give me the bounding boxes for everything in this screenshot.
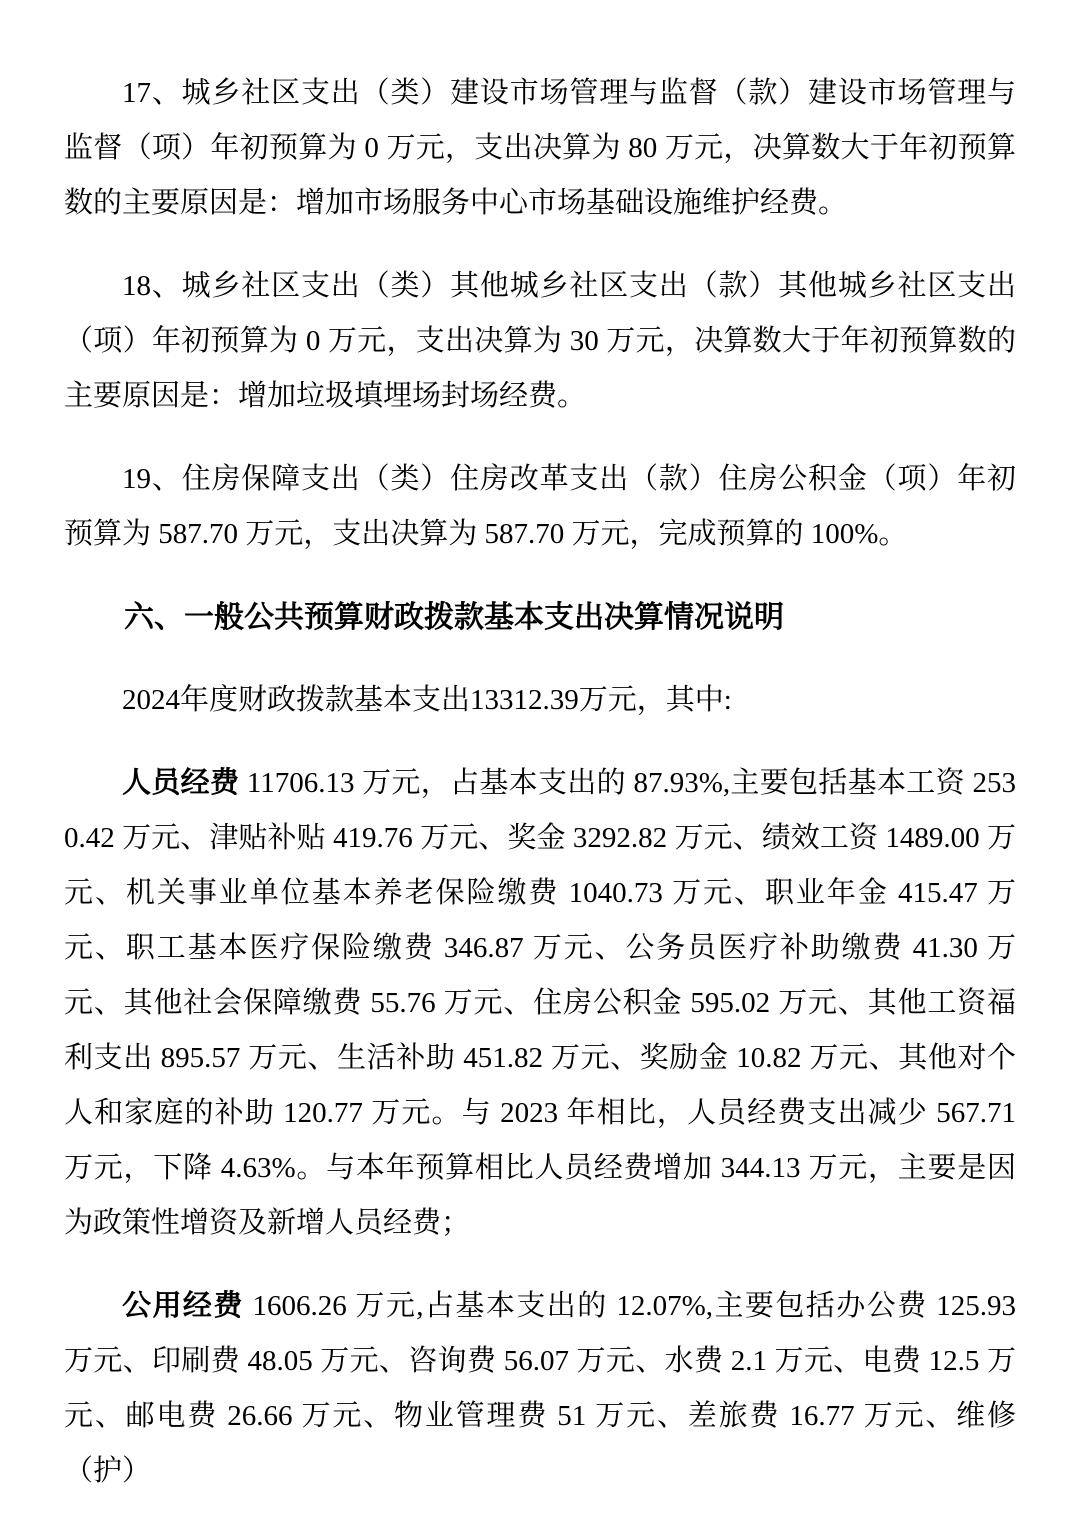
personnel-funds-text: 11706.13 万元，占基本支出的 87.93%,主要包括基本工资 2530.42 万元、津贴补贴 419.76 万元、奖金 3292.82 万元、绩效工资 1489.00 万元、机关事业单位基本养老保险缴费 1040.73 万元、职业年金 415.47 万元、职工基本医疗保险缴费 346.87 万元、公务员医疗补助缴费 41.30 万元、其他社会保障缴费 55.76 万元、住房公积金 595.02 万元、其他工资福利支出 895.57 万元、生活补助 451.82 万元、奖励金 10.82 万元、其他对个人和家庭的补助 120.77 万元。与 2023 年相比，人员经费支出减少 567.71 万元，下降 4.63%。与本年预算相比人员经费增加 344.13 万元，主要是因为政策性增资及新增人员经费；: [64, 767, 1016, 1239]
paragraph-item-19: 19、住房保障支出（类）住房改革支出（款）住房公积金（项）年初预算为 587.70 万元，支出决算为 587.70 万元，完成预算的 100%。: [64, 463, 1016, 550]
paragraph-item-18: 18、城乡社区支出（类）其他城乡社区支出（款）其他城乡社区支出（项）年初预算为 0 万元，支出决算为 30 万元，决算数大于年初预算数的主要原因是：增加垃圾填埋场封场经费。: [64, 270, 1016, 412]
paragraph-public-funds: [64, 1279, 1016, 1499]
paragraph-intro-total: 2024年度财政拨款基本支出13312.39万元，其中:: [122, 684, 732, 716]
section-heading: 六、一般公共预算财政拨款基本支出决算情况说明: [124, 601, 784, 634]
paragraph-personnel-funds: [64, 756, 1016, 1251]
personnel-funds-label: 人员经费: [122, 767, 240, 799]
public-funds-label: 公用经费: [122, 1290, 244, 1322]
paragraph-item-17: 17、城乡社区支出（类）建设市场管理与监督（款）建设市场管理与监督（项）年初预算为 0 万元，支出决算为 80 万元，决算数大于年初预算数的主要原因是：增加市场服务中心市场基础设施维护经费。: [64, 77, 1016, 219]
public-funds-text: 1606.26 万元,占基本支出的 12.07%,主要包括办公费 125.93 万元、印刷费 48.05 万元、咨询费 56.07 万元、水费 2.1 万元、电费 12.5 万元、邮电费 26.66 万元、物业管理费 51 万元、差旅费 16.77 万元、维修（护）: [64, 1290, 1016, 1487]
